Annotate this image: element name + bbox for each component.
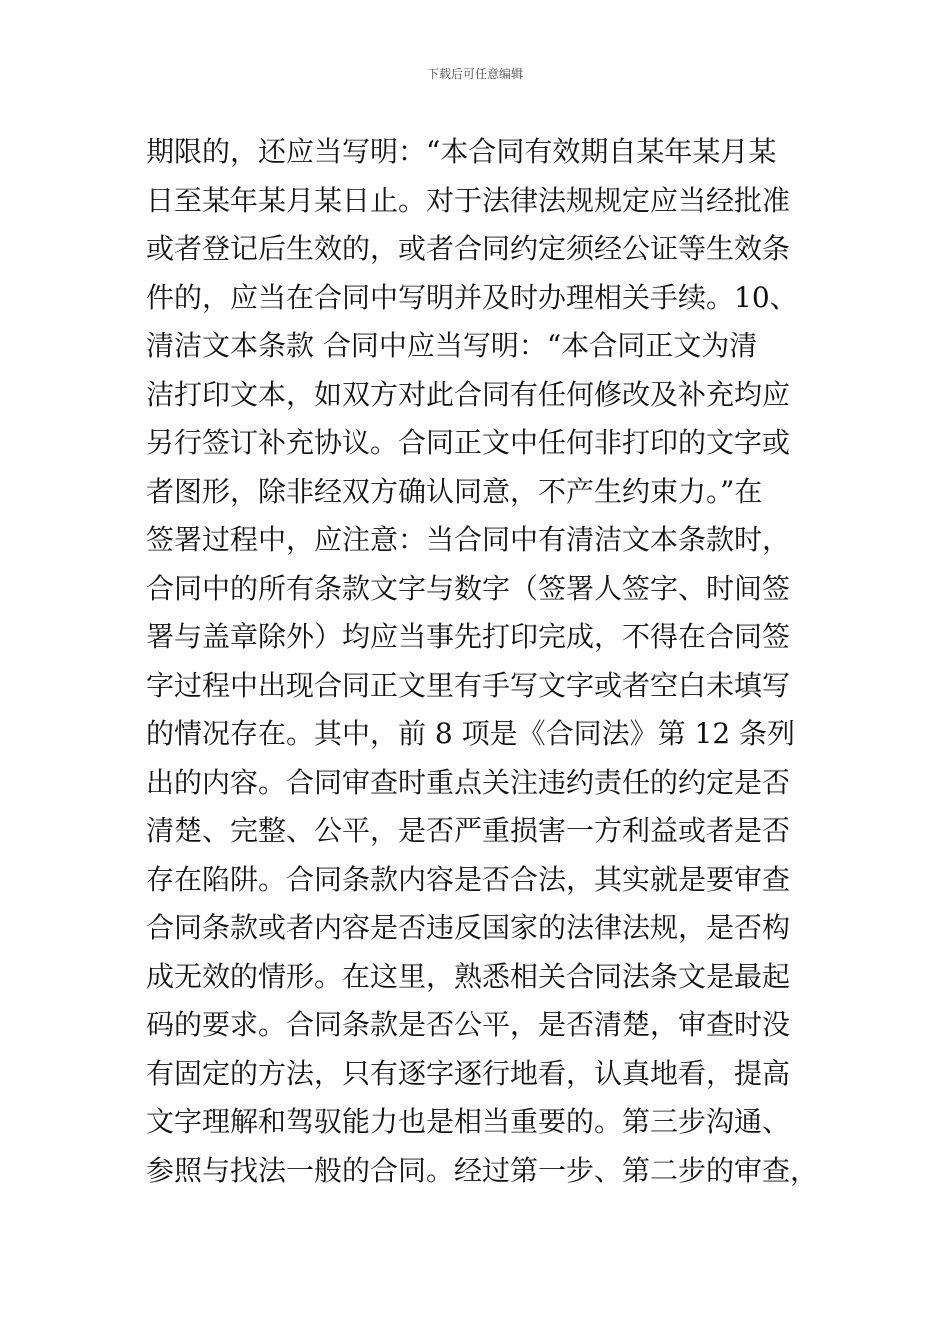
text-line: 的情况存在。其中，前 8 项是《合同法》第 12 条列: [146, 717, 796, 750]
text-line: 署与盖章除外）均应当事先打印完成，不得在合同签: [146, 620, 791, 653]
text-line: 清楚、完整、公平，是否严重损害一方利益或者是否: [146, 814, 791, 847]
text-line: 存在陷阱。合同条款内容是否合法，其实就是要审查: [146, 862, 791, 896]
text-line: 或者登记后生效的，或者合同约定须经公证等生效条: [146, 232, 791, 265]
text-line: 码的要求。合同条款是否公平，是否清楚，审查时没: [146, 1008, 791, 1041]
text-line: 期限的，还应当写明：“本合同有效期自某年某月某: [146, 135, 777, 168]
text-line: 另行签订补充协议。合同正文中任何非打印的文字或: [146, 426, 791, 459]
text-line: 签署过程中，应注意：当合同中有清洁文本条款时，: [146, 523, 791, 556]
body-text: [146, 128, 826, 1195]
text-line: 件的，应当在合同中写明并及时办理相关手续。10、: [146, 280, 798, 314]
text-line: 日至某年某月某日止。对于法律法规规定应当经批准: [146, 183, 791, 217]
text-line: 合同中的所有条款文字与数字（签署人签字、时间签: [146, 571, 791, 605]
text-line: 有固定的方法，只有逐字逐行地看，认真地看，提高: [146, 1056, 791, 1090]
text-line: 合同条款或者内容是否违反国家的法律法规，是否构: [146, 911, 791, 944]
text-line: 出的内容。合同审查时重点关注违约责任的约定是否: [146, 765, 791, 799]
text-line: 洁打印文本，如双方对此合同有任何修改及补充均应: [146, 377, 791, 411]
text-line: 清洁文本条款 合同中应当写明：“本合同正文为清: [146, 329, 758, 362]
text-line: 文字理解和驾驭能力也是相当重要的。第三步沟通、: [146, 1105, 791, 1138]
text-line: 参照与找法一般的合同。经过第一步、第二步的审查，: [146, 1153, 819, 1187]
text-line: 成无效的情形。在这里，熟悉相关合同法条文是最起: [146, 959, 791, 993]
text-line: 字过程中出现合同正文里有手写文字或者空白未填写: [146, 668, 791, 702]
text-line: 者图形，除非经双方确认同意，不产生约束力。”在: [146, 474, 763, 508]
page-header: 下载后可任意编辑: [426, 67, 523, 81]
